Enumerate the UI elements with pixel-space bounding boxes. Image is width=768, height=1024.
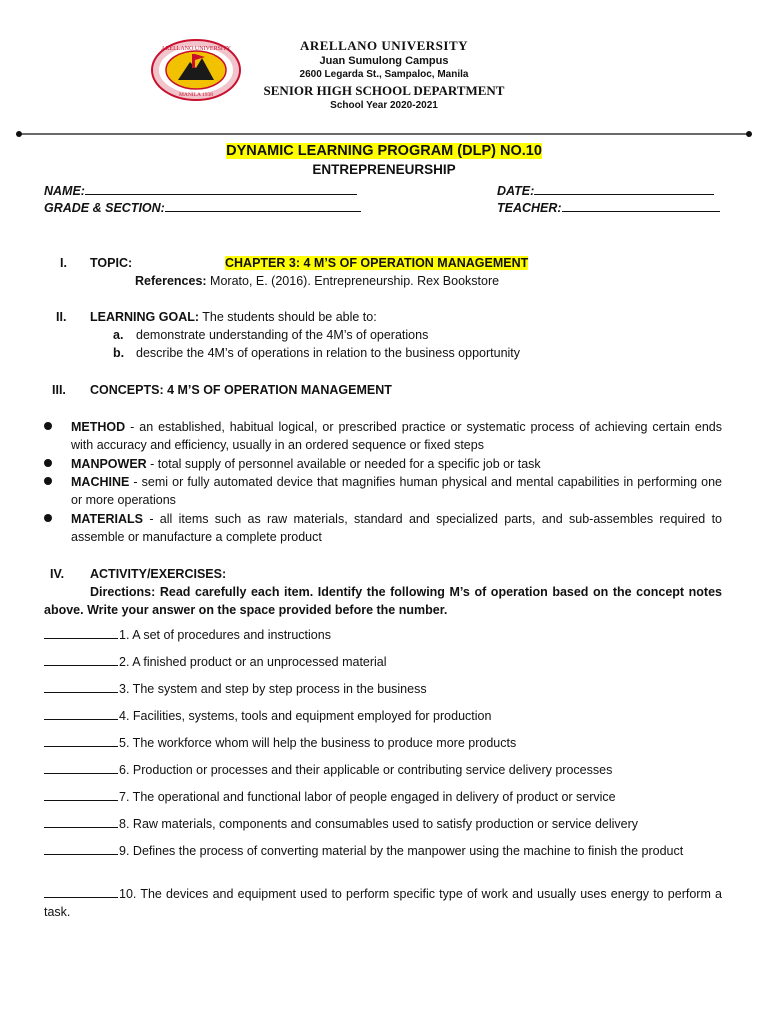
answer-blank[interactable] <box>44 762 118 774</box>
item-text: Production or processes and their applicable or contributing service delivery processes <box>129 763 613 777</box>
answer-blank[interactable] <box>44 627 118 639</box>
university-name: ARELLANO UNIVERSITY <box>299 38 469 53</box>
exercise-item-4 <box>44 707 722 725</box>
topic-label: TOPIC: <box>90 256 133 270</box>
bullet-icon <box>44 477 52 485</box>
dlp-title: DYNAMIC LEARNING PROGRAM (DLP) NO.10 <box>226 143 542 159</box>
bullet-icon <box>44 422 52 430</box>
exercise-item-8 <box>44 815 722 833</box>
exercise-item-1 <box>44 626 722 644</box>
grade-section-label: GRADE & SECTION: <box>44 201 165 215</box>
exercise-item-3 <box>44 680 722 698</box>
item-text: A set of procedures and instructions <box>129 628 331 642</box>
item-number: 4. <box>119 709 130 723</box>
campus-address: 2600 Legarda St., Sampaloc, Manila <box>299 69 469 80</box>
answer-blank[interactable] <box>44 708 118 720</box>
answer-blank[interactable] <box>44 886 118 898</box>
bullet-icon <box>44 514 52 522</box>
concept-text: - semi or fully automated device that magnifies human physical and mental capabilities in performing one or more operations <box>71 475 722 507</box>
goal-item-b <box>113 344 520 362</box>
name-label: NAME: <box>44 184 85 198</box>
answer-blank[interactable] <box>44 816 118 828</box>
teacher-line[interactable] <box>562 199 720 212</box>
item-text: Facilities, systems, tools and equipment employed for production <box>129 709 492 723</box>
references-text: Morato, E. (2016). Entrepreneurship. Rex Bookstore <box>206 274 500 288</box>
svg-text:MANILA 1938: MANILA 1938 <box>178 92 214 98</box>
goal-intro: The students should be able to: <box>199 310 377 324</box>
concepts-number: III. <box>52 383 66 397</box>
activity-number: IV. <box>50 567 65 581</box>
date-line[interactable] <box>534 182 714 195</box>
exercise-item-5 <box>44 734 722 752</box>
concept-text: - total supply of personnel available or needed for a specific job or task <box>146 457 541 471</box>
exercise-item-10 <box>44 885 722 921</box>
bullet-icon <box>44 459 52 467</box>
item-text: A finished product or an unprocessed material <box>129 655 387 669</box>
item-number: 2. <box>119 655 130 669</box>
grade-section-line[interactable] <box>165 199 361 212</box>
item-text: Defines the process of converting material by the manpower using the machine to finish the product <box>129 844 684 858</box>
activity-label: ACTIVITY/EXERCISES: <box>90 567 227 581</box>
teacher-label: TEACHER: <box>497 201 562 215</box>
goal-item-text: describe the 4M’s of operations in relation to the business opportunity <box>136 346 521 360</box>
grade-section-field[interactable] <box>44 199 361 215</box>
date-field[interactable] <box>497 182 714 198</box>
header-divider <box>16 124 752 130</box>
exercise-item-9 <box>44 842 722 860</box>
concept-machine <box>71 473 722 509</box>
activity-directions: Directions: Read carefully each item. Identify the following M’s of operation based on the concept notes above. Write your answer on the space provided before the number. <box>44 585 722 617</box>
concept-materials <box>71 510 722 546</box>
svg-text:ARELLANO UNIVERSITY: ARELLANO UNIVERSITY <box>161 46 231 52</box>
concept-manpower <box>71 455 722 473</box>
goal-item-letter: b. <box>113 346 125 360</box>
exercise-item-2 <box>44 653 722 671</box>
exercise-item-6 <box>44 761 722 779</box>
goal-item-a <box>113 326 428 344</box>
subject-title: ENTREPRENEURSHIP <box>312 162 456 177</box>
item-number: 1. <box>119 628 130 642</box>
item-number: 5. <box>119 736 130 750</box>
concept-term: METHOD <box>71 420 126 434</box>
item-number: 3. <box>119 682 130 696</box>
concept-term: MANPOWER <box>71 457 147 471</box>
item-number: 8. <box>119 817 130 831</box>
school-year: School Year 2020-2021 <box>330 100 438 111</box>
goal-line <box>90 308 377 326</box>
answer-blank[interactable] <box>44 654 118 666</box>
teacher-field[interactable] <box>497 199 720 215</box>
references-label: References: <box>135 274 207 288</box>
name-field[interactable] <box>44 182 357 198</box>
concept-term: MATERIALS <box>71 512 143 526</box>
answer-blank[interactable] <box>44 681 118 693</box>
goal-label: LEARNING GOAL: <box>90 310 200 324</box>
date-label: DATE: <box>497 184 535 198</box>
item-text: Raw materials, components and consumables used to satisfy production or service delivery <box>129 817 639 831</box>
answer-blank[interactable] <box>44 735 118 747</box>
item-number: 6. <box>119 763 130 777</box>
exercise-item-7 <box>44 788 722 806</box>
concepts-label: CONCEPTS: 4 M’S OF OPERATION MANAGEMENT <box>90 383 392 397</box>
concept-text: - all items such as raw materials, standard and specialized parts, and sub-assembles required to assemble or manufacture a complete product <box>71 512 722 544</box>
topic-value: CHAPTER 3: 4 M’S OF OPERATION MANAGEMENT <box>225 256 529 270</box>
item-number: 9. <box>119 844 130 858</box>
title-block <box>0 142 768 160</box>
topic-number: I. <box>60 256 67 270</box>
concept-text: - an established, habitual logical, or prescribed practice or systematic process of achieving certain ends with accuracy and efficiency, usually in an ordered sequence or fixed steps <box>71 420 722 452</box>
item-text: The workforce whom will help the business to produce more products <box>129 736 517 750</box>
item-text: The operational and functional labor of people engaged in delivery of product or service <box>129 790 616 804</box>
concept-method <box>71 418 722 454</box>
answer-blank[interactable] <box>44 843 118 855</box>
name-line[interactable] <box>85 182 357 195</box>
answer-blank[interactable] <box>44 789 118 801</box>
item-number: 10. <box>119 887 137 901</box>
item-text: The system and step by step process in the business <box>129 682 427 696</box>
item-text: The devices and equipment used to perform specific type of work and usually uses energy to perform a task. <box>44 887 722 919</box>
concept-term: MACHINE <box>71 475 130 489</box>
campus-name: Juan Sumulong Campus <box>319 55 449 67</box>
university-seal <box>150 38 242 102</box>
topic-value-wrap <box>225 254 528 272</box>
goal-item-letter: a. <box>113 328 124 342</box>
goal-item-text: demonstrate understanding of the 4M’s of operations <box>136 328 429 342</box>
department-name: SENIOR HIGH SCHOOL DEPARTMENT <box>263 83 505 98</box>
goal-number: II. <box>56 310 67 324</box>
references-line <box>135 272 499 290</box>
item-number: 7. <box>119 790 130 804</box>
